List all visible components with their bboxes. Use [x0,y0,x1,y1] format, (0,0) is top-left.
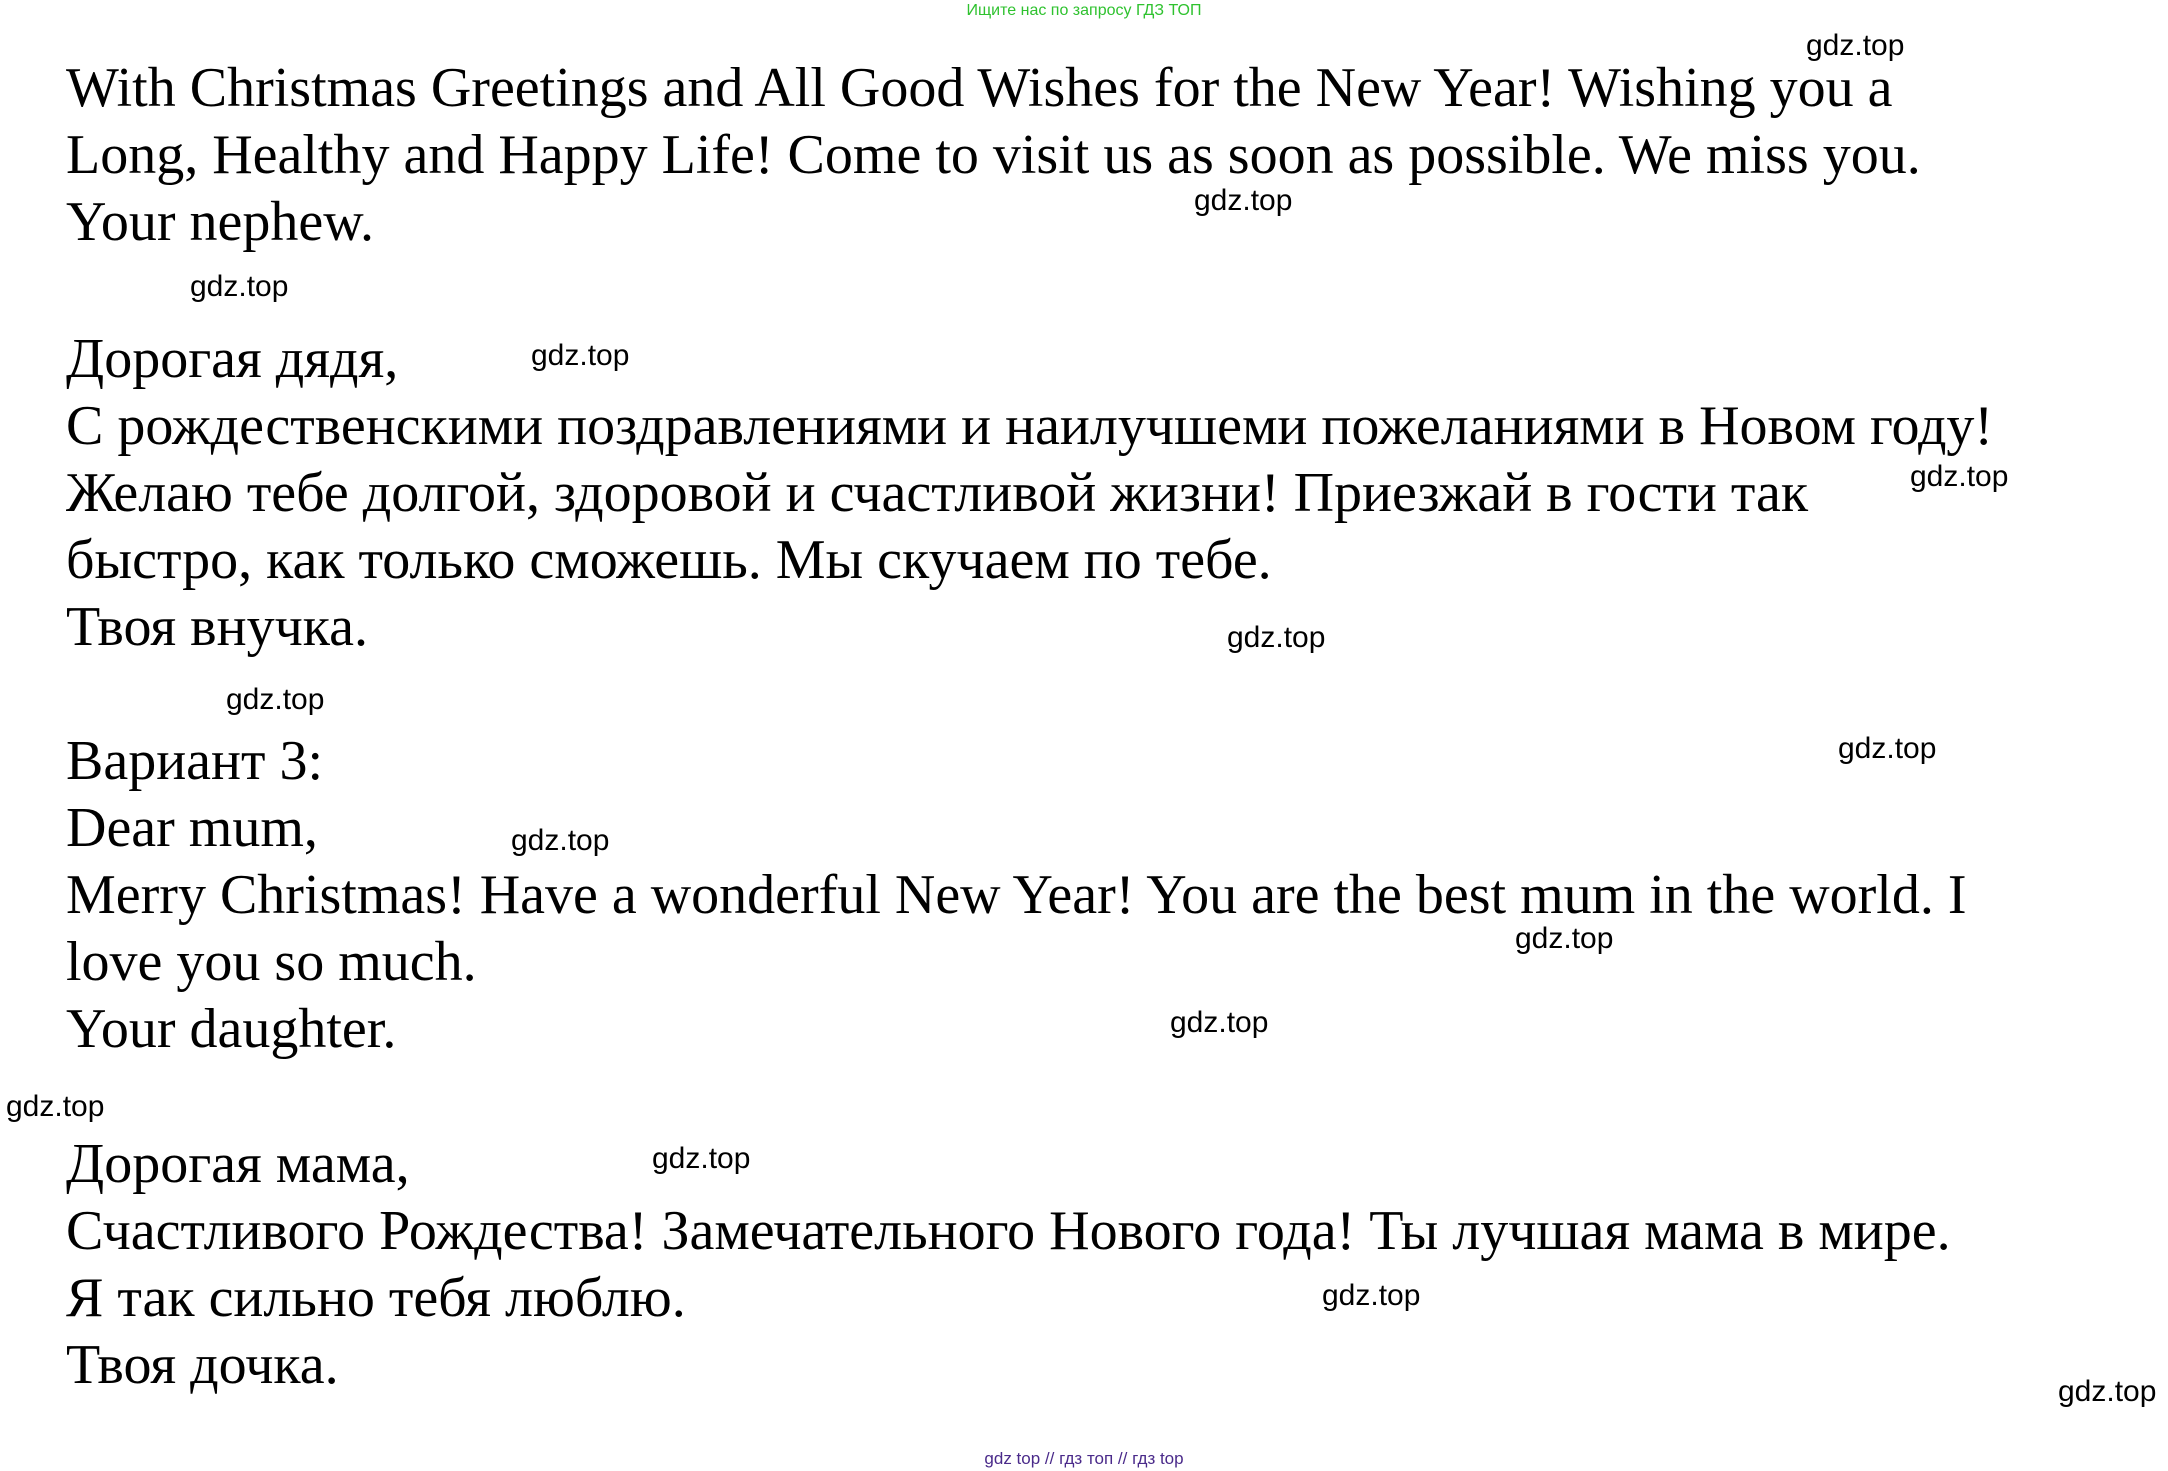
text-line: Вариант 3: [66,730,324,792]
text-line: With Christmas Greetings and All Good Wishes for the New Year! Wishing you a [66,57,1893,119]
watermark: gdz.top [1838,732,1937,765]
watermark: gdz.top [2058,1375,2157,1408]
text-line: Я так сильно тебя люблю. [66,1267,686,1329]
text-line: Желаю тебе долгой, здоровой и счастливой жизни! Приезжай в гости так [66,462,1809,524]
search-hint-banner: Ищите нас по запросу ГДЗ ТОП [966,2,1202,19]
text-line: С рождественскими поздравлениями и наилучшеми пожеланиями в Новом году! [66,395,1994,457]
watermark: gdz.top [1170,1006,1269,1039]
watermark: gdz.top [1515,922,1614,955]
text-line: Счастливого Рождества! Замечательного Нового года! Ты лучшая мама в мире. [66,1200,1951,1262]
watermark: gdz.top [1194,184,1293,217]
watermark: gdz.top [511,824,610,857]
text-line: Твоя внучка. [66,596,368,658]
text-line: Твоя дочка. [66,1334,339,1396]
watermark: gdz.top [6,1090,105,1123]
footer-links: gdz top // гдз топ // гдз top [984,1449,1184,1468]
watermark: gdz.top [1322,1279,1421,1312]
text-line: Dear mum, [66,797,318,859]
text-line: Your nephew. [66,191,374,253]
text-line: Дорогая мама, [66,1133,410,1195]
watermark: gdz.top [1227,621,1326,654]
watermark: gdz.top [226,683,325,716]
watermark: gdz.top [190,270,289,303]
text-line: love you so much. [66,931,477,993]
watermark: gdz.top [531,339,630,372]
watermark: gdz.top [1806,29,1905,62]
text-line: Merry Christmas! Have a wonderful New Year! You are the best mum in the world. I [66,864,1967,926]
text-line: Дорогая дядя, [66,328,399,390]
text-line: Your daughter. [66,998,397,1060]
watermark: gdz.top [652,1142,751,1175]
text-line: Long, Healthy and Happy Life! Come to visit us as soon as possible. We miss you. [66,124,1921,186]
text-line: быстро, как только сможешь. Мы скучаем по тебе. [66,529,1272,591]
watermark: gdz.top [1910,460,2009,493]
